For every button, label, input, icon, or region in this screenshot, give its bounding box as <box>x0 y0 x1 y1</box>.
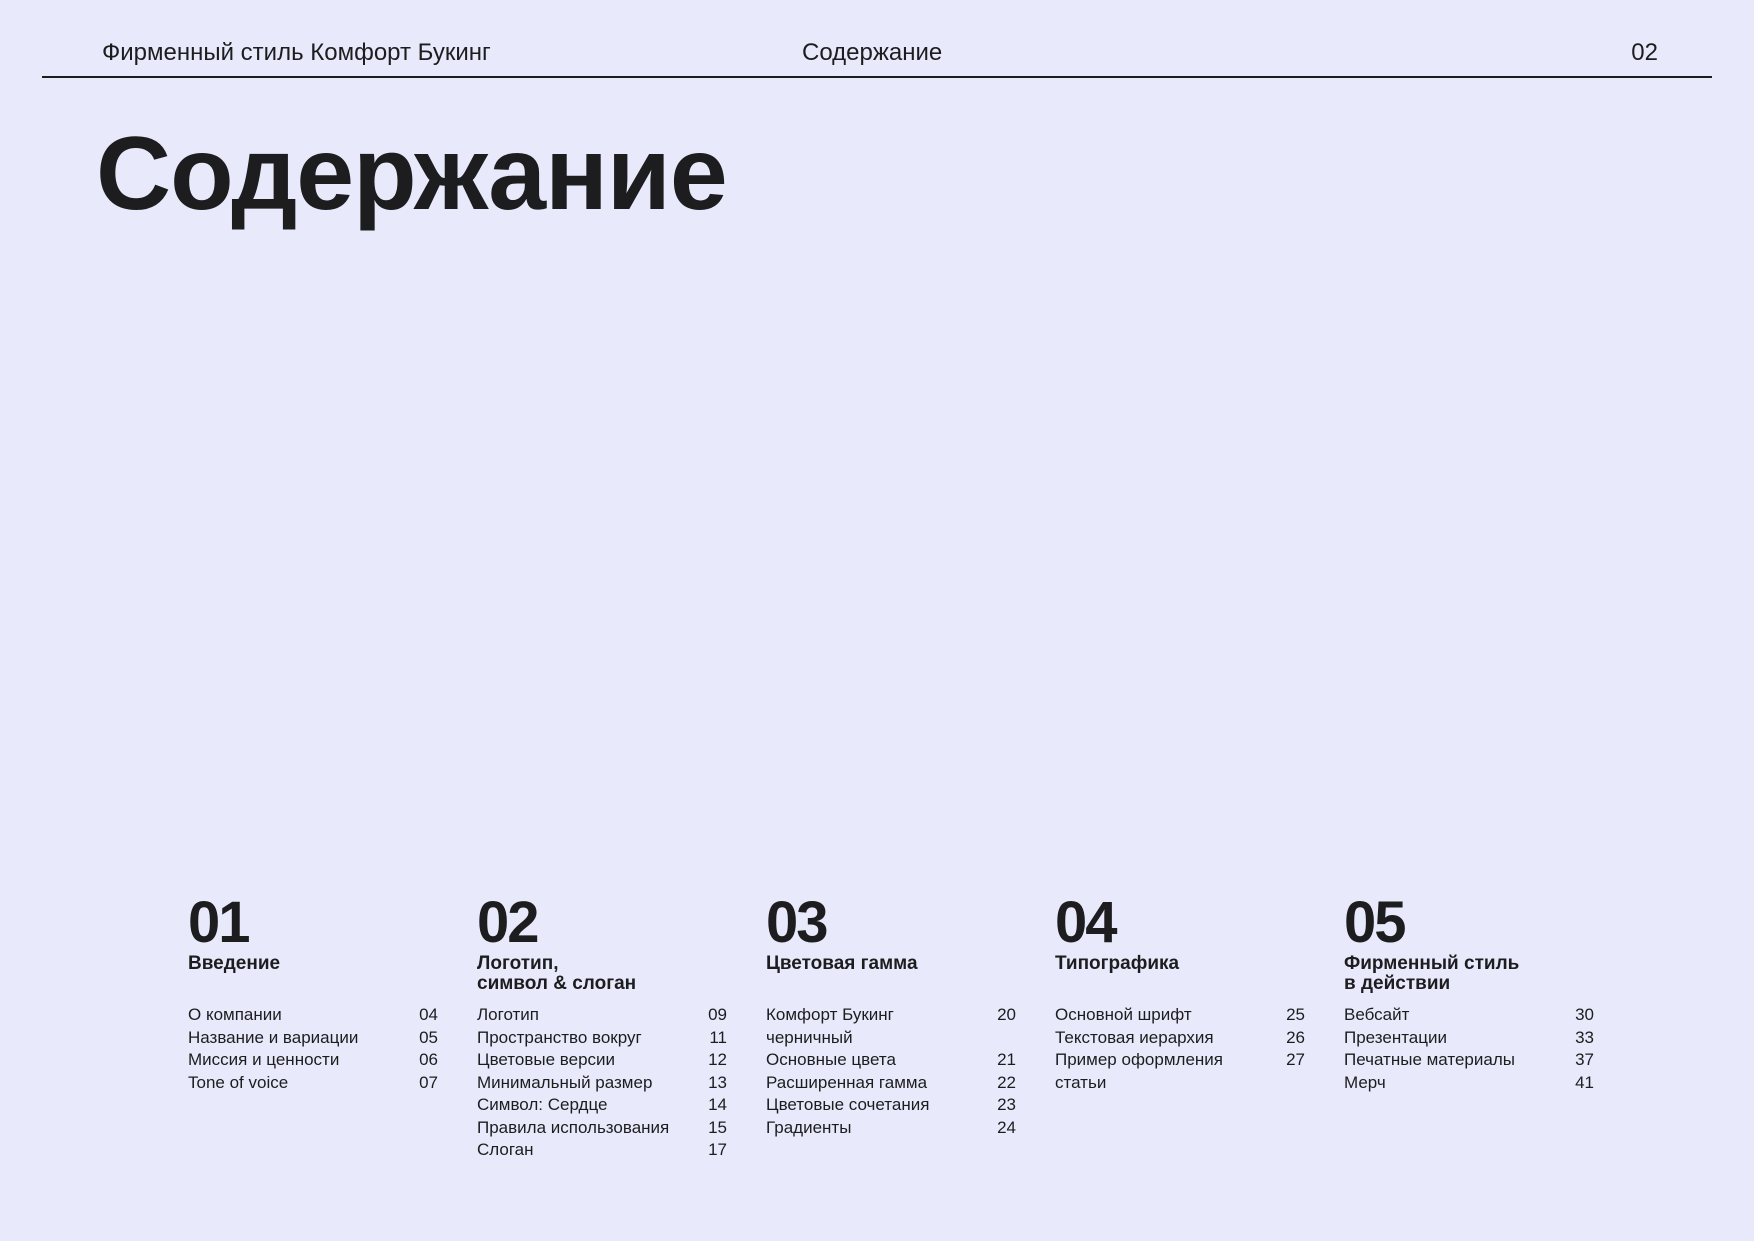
toc-item-page: 13 <box>708 1072 727 1092</box>
toc-item-page: 04 <box>419 1005 438 1024</box>
toc-item-page: 26 <box>1286 1027 1305 1047</box>
toc-heading-line: символ & слоган <box>477 973 637 994</box>
toc-item-label: Цветовые версии <box>477 1050 616 1069</box>
toc-item-page: 20 <box>997 1005 1016 1024</box>
toc-section-heading <box>188 954 438 1004</box>
toc-section-number: 01 <box>188 890 249 955</box>
toc-item-label: Текстовая иерархия <box>1055 1027 1214 1047</box>
toc-section-05 <box>1344 892 1594 1094</box>
toc-item-label: Презентации <box>1344 1027 1447 1047</box>
toc-item-list <box>766 1004 1016 1139</box>
toc-item-label: Цветовые сочетания <box>766 1095 930 1114</box>
toc-item-page: 11 <box>709 1027 727 1047</box>
toc-item[interactable] <box>766 1117 1016 1140</box>
toc-item-page: 17 <box>708 1140 727 1159</box>
toc-item[interactable] <box>188 1004 438 1027</box>
toc-item[interactable] <box>766 1004 1016 1049</box>
toc-item-page: 21 <box>997 1050 1016 1069</box>
toc-item-label: Минимальный размер <box>477 1072 653 1092</box>
toc-item-label: Tone of voice <box>188 1072 289 1092</box>
toc-item-label: Слоган <box>477 1140 534 1159</box>
toc-item[interactable] <box>766 1072 1016 1095</box>
toc-item[interactable] <box>766 1049 1016 1072</box>
toc-item-page: 05 <box>419 1027 438 1047</box>
toc-item-list <box>477 1004 727 1162</box>
toc-item-page: 14 <box>708 1095 727 1114</box>
toc-item[interactable] <box>1344 1049 1594 1072</box>
toc-item-list <box>188 1004 438 1094</box>
header-section-title: Содержание <box>802 39 943 66</box>
toc-item-page: 30 <box>1575 1005 1594 1024</box>
toc-item[interactable] <box>477 1072 727 1095</box>
toc-heading-line: Логотип, <box>477 953 559 974</box>
toc-item-page: 06 <box>419 1050 438 1069</box>
toc-section-03 <box>766 892 1016 1139</box>
toc-item-label: Расширенная гамма <box>766 1072 928 1092</box>
toc-item[interactable] <box>1055 1004 1305 1027</box>
toc-item[interactable] <box>766 1094 1016 1117</box>
toc-item-label: Правила использования <box>477 1117 670 1137</box>
toc-item-label: О компании <box>188 1005 282 1024</box>
toc-heading-line: в действии <box>1344 973 1451 994</box>
toc-item[interactable] <box>1344 1027 1594 1050</box>
toc-item-list <box>1055 1004 1305 1094</box>
table-of-contents <box>188 890 1594 1192</box>
toc-item[interactable] <box>1055 1027 1305 1050</box>
page-header <box>42 34 1712 78</box>
toc-item-label: Пример оформления статьи <box>1055 1050 1223 1092</box>
toc-item-page: 12 <box>708 1050 727 1069</box>
toc-item[interactable] <box>477 1094 727 1117</box>
toc-section-heading <box>477 954 727 1004</box>
toc-item-label: Основной шрифт <box>1055 1005 1192 1024</box>
toc-section-01 <box>188 892 438 1094</box>
toc-item-page: 37 <box>1575 1050 1594 1069</box>
toc-item-label: Печатные материалы <box>1344 1050 1515 1069</box>
header-brand: Фирменный стиль Комфорт Букинг <box>102 39 491 66</box>
toc-section-02 <box>477 892 727 1162</box>
toc-item-list <box>1344 1004 1594 1094</box>
toc-item[interactable] <box>477 1027 727 1050</box>
toc-section-number: 03 <box>766 890 827 955</box>
toc-item-page: 15 <box>708 1117 727 1137</box>
header-page-number: 02 <box>1631 39 1658 66</box>
toc-item-page: 25 <box>1286 1005 1305 1024</box>
toc-item-label: Название и вариации <box>188 1027 359 1047</box>
toc-item-page: 24 <box>997 1117 1016 1137</box>
toc-item[interactable] <box>477 1004 727 1027</box>
toc-item-label: Миссия и ценности <box>188 1050 340 1069</box>
toc-item[interactable] <box>1055 1049 1305 1094</box>
toc-section-04 <box>1055 892 1305 1094</box>
toc-item[interactable] <box>477 1049 727 1072</box>
toc-section-heading <box>1055 954 1305 1004</box>
toc-item-label: Градиенты <box>766 1117 852 1137</box>
toc-item[interactable] <box>188 1072 438 1095</box>
toc-item-page: 23 <box>997 1095 1016 1114</box>
toc-item-label: Комфорт Букинг черничный <box>766 1005 894 1047</box>
toc-item[interactable] <box>1344 1004 1594 1027</box>
toc-item-page: 22 <box>997 1072 1016 1092</box>
toc-item-label: Мерч <box>1344 1072 1386 1092</box>
toc-section-number: 05 <box>1344 890 1405 955</box>
toc-item[interactable] <box>477 1139 727 1162</box>
toc-heading-line: Фирменный стиль <box>1344 953 1520 974</box>
toc-section-heading <box>1344 954 1594 1004</box>
toc-heading-line: Типографика <box>1055 953 1180 974</box>
toc-item-label: Основные цвета <box>766 1050 896 1069</box>
toc-section-number: 04 <box>1055 890 1116 955</box>
toc-item-label: Логотип <box>477 1005 540 1024</box>
page-title: Содержание <box>96 116 727 232</box>
toc-item-page: 33 <box>1575 1027 1594 1047</box>
toc-item-page: 07 <box>419 1072 438 1092</box>
toc-section-heading <box>766 954 1016 1004</box>
toc-item-label: Пространство вокруг <box>477 1027 642 1047</box>
toc-item[interactable] <box>1344 1072 1594 1095</box>
toc-item-label: Символ: Сердце <box>477 1095 608 1114</box>
toc-item[interactable] <box>188 1027 438 1050</box>
toc-item-page: 41 <box>1575 1072 1594 1092</box>
toc-item[interactable] <box>188 1049 438 1072</box>
toc-heading-line: Введение <box>188 953 281 974</box>
toc-item[interactable] <box>477 1117 727 1140</box>
toc-item-page: 27 <box>1286 1050 1305 1069</box>
toc-section-number: 02 <box>477 890 538 955</box>
toc-item-page: 09 <box>708 1005 727 1024</box>
toc-heading-line: Цветовая гамма <box>766 953 918 974</box>
toc-item-label: Вебсайт <box>1344 1005 1410 1024</box>
